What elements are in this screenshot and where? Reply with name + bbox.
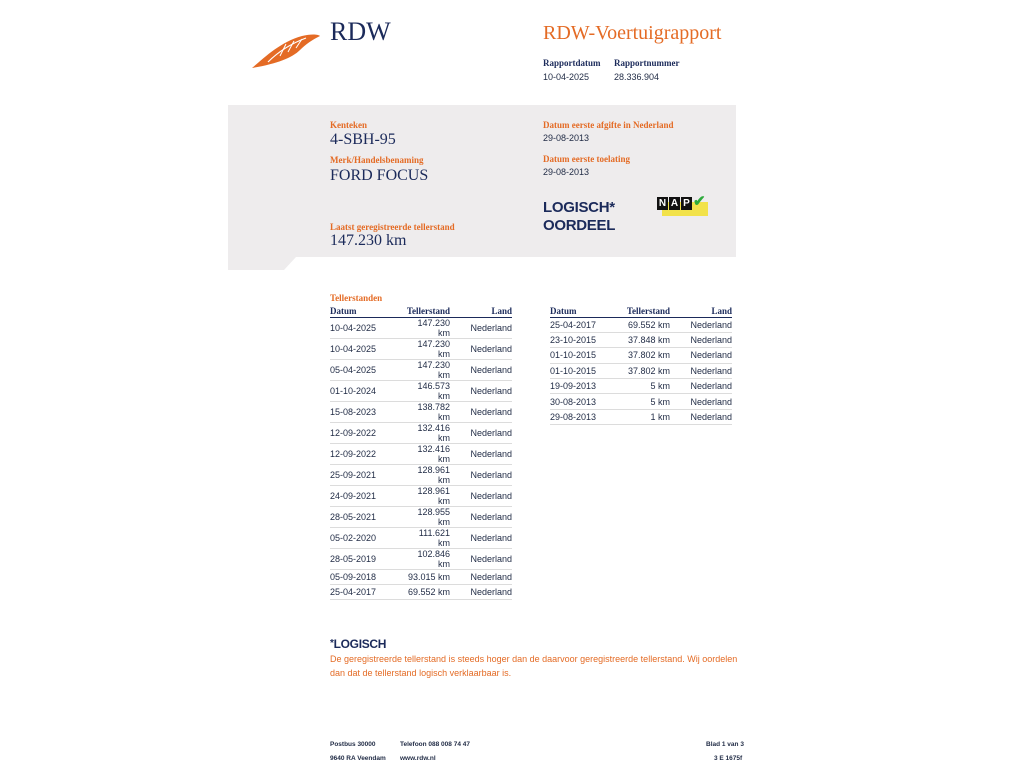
table-row: [330, 485, 512, 506]
table-row: [330, 464, 512, 485]
reading-country: Nederland: [670, 409, 732, 424]
reading-date: 25-04-2017: [550, 317, 625, 332]
verdict-line-2: OORDEEL: [543, 217, 616, 234]
reading-value: 128.961 km: [405, 464, 450, 485]
column-header-reading: Tellerstand: [626, 306, 670, 317]
table-row: [550, 394, 732, 409]
table-row: [550, 332, 732, 347]
reading-country: Nederland: [450, 338, 512, 359]
reading-value: 102.846 km: [405, 548, 450, 569]
last-reading-label: Laatst geregistreerde tellerstand: [330, 222, 455, 232]
footer-postbus: Postbus 30000: [330, 741, 376, 748]
reading-date: 30-08-2013: [550, 394, 625, 409]
report-date-label: Rapportdatum: [543, 58, 601, 68]
table-row: [550, 363, 732, 378]
reading-date: 05-04-2025: [330, 359, 405, 380]
table-row: [330, 380, 512, 401]
reading-country: Nederland: [450, 485, 512, 506]
table-row: [330, 422, 512, 443]
note-text: De geregistreerde tellerstand is steeds hoger dan de daarvoor geregistreerde tellerstand. Wij oordelen dan dat de tellerstand logisch verklaarbaar is.: [330, 654, 738, 678]
reading-value: 93.015 km: [405, 569, 450, 584]
reading-country: Nederland: [450, 506, 512, 527]
reading-country: Nederland: [450, 401, 512, 422]
reading-value: 132.416 km: [405, 443, 450, 464]
report-number-label: Rapportnummer: [614, 58, 680, 68]
column-header-country: Land: [450, 306, 512, 317]
table-row: [330, 569, 512, 584]
reading-country: Nederland: [450, 464, 512, 485]
readings-title: Tellerstanden: [330, 293, 383, 303]
nap-letter-a: A: [670, 198, 679, 209]
nap-letter-n: N: [658, 198, 667, 209]
table-row: [330, 584, 512, 599]
reading-date: 24-09-2021: [330, 485, 405, 506]
table-row: [330, 317, 512, 338]
reading-value: 37.802 km: [625, 348, 670, 363]
footer-address: 9640 RA Veendam: [330, 755, 386, 762]
reading-country: Nederland: [670, 379, 732, 394]
make-value: FORD FOCUS: [330, 167, 429, 184]
reading-country: Nederland: [450, 380, 512, 401]
nap-logo-icon: [657, 193, 709, 217]
footer-document-code: 3 E 1675f: [714, 755, 743, 762]
reading-value: 128.955 km: [405, 506, 450, 527]
reading-date: 28-05-2021: [330, 506, 405, 527]
table-row: [330, 527, 512, 548]
column-header-date: Datum: [550, 306, 625, 317]
reading-date: 12-09-2022: [330, 422, 405, 443]
reading-date: 28-05-2019: [330, 548, 405, 569]
reading-date: 01-10-2015: [550, 363, 625, 378]
reading-country: Nederland: [450, 548, 512, 569]
reading-value: 146.573 km: [405, 380, 450, 401]
reading-value: 147.230 km: [405, 317, 450, 338]
reading-date: 15-08-2023: [330, 401, 405, 422]
reading-date: 01-10-2015: [550, 348, 625, 363]
column-header-reading: Tellerstand: [406, 306, 450, 317]
table-row: [330, 359, 512, 380]
table-header-row: [550, 306, 732, 317]
reading-value: 69.552 km: [405, 584, 450, 599]
note-title-text: LOGISCH: [333, 637, 387, 651]
first-issue-nl-label: Datum eerste afgifte in Nederland: [543, 120, 674, 130]
reading-country: Nederland: [670, 348, 732, 363]
table-row: [550, 348, 732, 363]
first-admission-value: 29-08-2013: [543, 167, 590, 177]
reading-country: Nederland: [670, 363, 732, 378]
report-title: RDW-Voertuigrapport: [543, 22, 722, 44]
reading-value: 147.230 km: [405, 338, 450, 359]
footer-phone: Telefoon 088 008 74 47: [400, 741, 470, 748]
column-header-country: Land: [670, 306, 732, 317]
reading-country: Nederland: [450, 584, 512, 599]
reading-country: Nederland: [450, 359, 512, 380]
table-row: [550, 379, 732, 394]
reading-country: Nederland: [670, 317, 732, 332]
reading-value: 111.621 km: [405, 527, 450, 548]
reading-country: Nederland: [450, 317, 512, 338]
verdict: [543, 199, 615, 235]
report-date: 10-04-2025: [543, 72, 590, 82]
first-issue-nl-value: 29-08-2013: [543, 133, 590, 143]
check-icon: ✔: [693, 193, 706, 210]
verdict-line-1: LOGISCH*: [543, 199, 615, 216]
reading-value: 5 km: [625, 394, 670, 409]
report-number: 28.336.904: [614, 72, 660, 82]
reading-country: Nederland: [450, 443, 512, 464]
note-asterisk: *: [330, 638, 334, 649]
reading-value: 138.782 km: [405, 401, 450, 422]
reading-value: 147.230 km: [405, 359, 450, 380]
reading-country: Nederland: [670, 332, 732, 347]
reading-date: 23-10-2015: [550, 332, 625, 347]
reading-date: 25-04-2017: [330, 584, 405, 599]
reading-value: 5 km: [625, 379, 670, 394]
reading-value: 132.416 km: [405, 422, 450, 443]
brand-name: RDW: [330, 17, 391, 46]
nap-letter-p: P: [681, 197, 692, 210]
readings-table-left: [330, 306, 512, 600]
reading-country: Nederland: [450, 527, 512, 548]
reading-value: 128.961 km: [405, 485, 450, 506]
make-label: Merk/Handelsbenaming: [330, 155, 424, 165]
reading-country: Nederland: [450, 569, 512, 584]
table-row: [550, 317, 732, 332]
reading-date: 29-08-2013: [550, 409, 625, 424]
reading-country: Nederland: [670, 394, 732, 409]
reading-date: 05-02-2020: [330, 527, 405, 548]
table-row: [330, 443, 512, 464]
table-header-row: [330, 306, 512, 317]
plate-value: 4-SBH-95: [330, 131, 396, 148]
table-row: [330, 506, 512, 527]
reading-date: 19-09-2013: [550, 379, 625, 394]
reading-value: 37.802 km: [625, 363, 670, 378]
reading-value: 69.552 km: [625, 317, 670, 332]
footer-page-number: Blad 1 van 3: [706, 741, 744, 748]
footer-website: www.rdw.nl: [400, 755, 436, 762]
reading-value: 37.848 km: [625, 332, 670, 347]
note-title: [330, 637, 386, 651]
reading-date: 25-09-2021: [330, 464, 405, 485]
reading-value: 1 km: [625, 409, 670, 424]
reading-date: 10-04-2025: [330, 317, 405, 338]
reading-date: 05-09-2018: [330, 569, 405, 584]
rdw-logo-icon: [250, 30, 322, 70]
reading-date: 10-04-2025: [330, 338, 405, 359]
table-row: [330, 338, 512, 359]
column-header-date: Datum: [330, 306, 405, 317]
readings-table-right: [550, 306, 732, 425]
table-row: [330, 548, 512, 569]
plate-label: Kenteken: [330, 120, 367, 130]
last-reading-value: 147.230 km: [330, 232, 407, 249]
first-admission-label: Datum eerste toelating: [543, 154, 630, 164]
reading-country: Nederland: [450, 422, 512, 443]
table-row: [330, 401, 512, 422]
reading-date: 01-10-2024: [330, 380, 405, 401]
reading-date: 12-09-2022: [330, 443, 405, 464]
table-row: [550, 409, 732, 424]
